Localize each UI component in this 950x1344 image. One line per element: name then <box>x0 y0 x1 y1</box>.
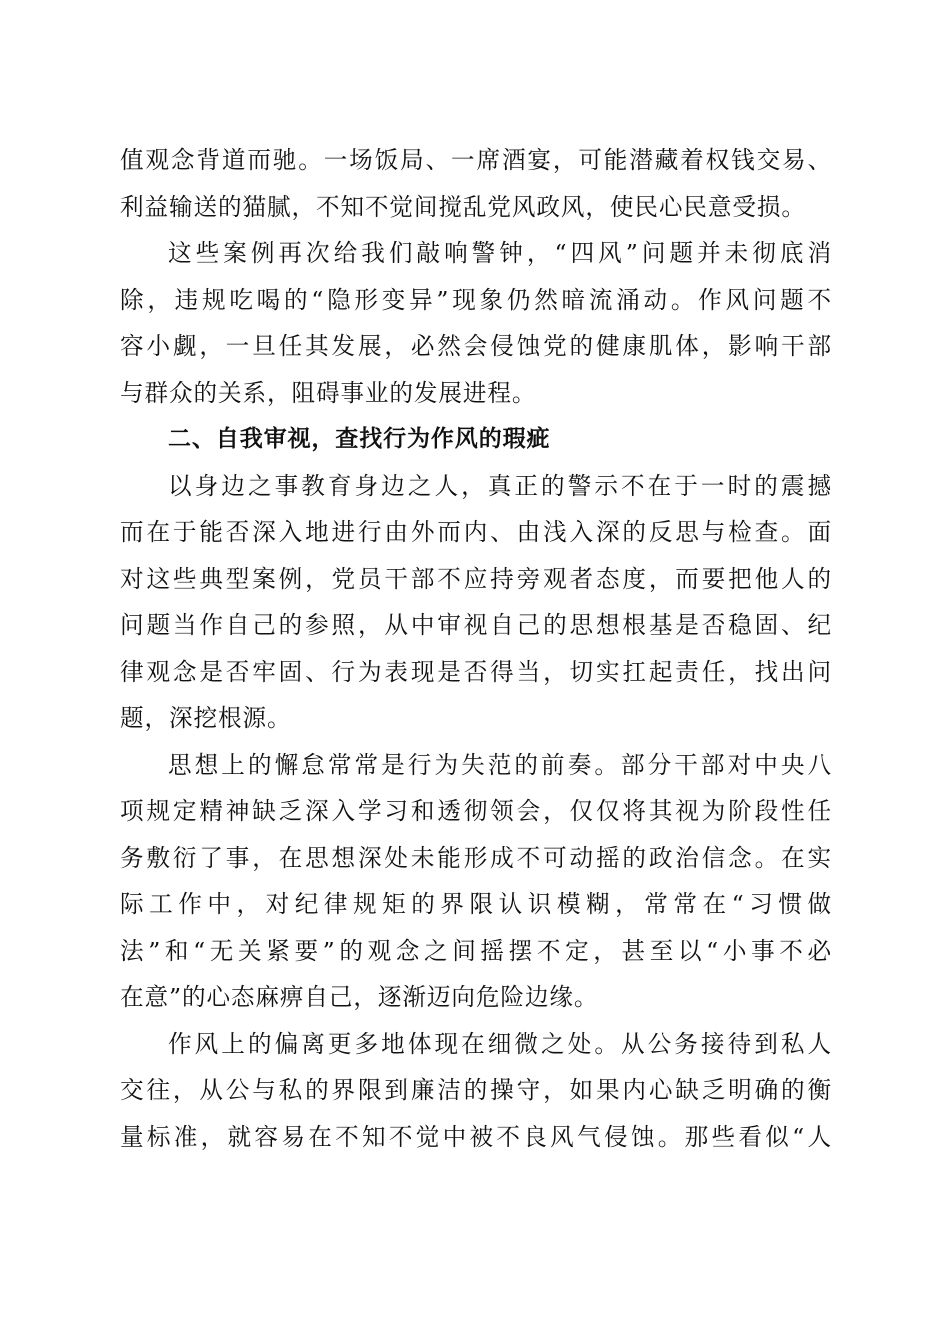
text-line: 法”和“无关紧要”的观念之间摇摆不定，甚至以“小事不必 <box>120 936 832 965</box>
document-page <box>120 137 832 1160</box>
paragraph-first-line: 作风上的偏离更多地体现在细微之处。从公务接待到私人 <box>168 1029 832 1058</box>
text-line: 量标准，就容易在不知不觉中被不良风气侵蚀。那些看似“人 <box>120 1122 832 1151</box>
text-line: 容小觑，一旦任其发展，必然会侵蚀党的健康肌体，影响干部 <box>120 332 832 360</box>
text-line: 除，违规吃喝的“隐形变异”现象仍然暗流涌动。作风问题不 <box>120 285 832 314</box>
text-line: 项规定精神缺乏深入学习和透彻领会，仅仅将其视为阶段性任 <box>120 797 832 825</box>
text-line: 与群众的关系，阻碍事业的发展进程。 <box>120 378 537 407</box>
paragraph-first-line: 思想上的懈怠常常是行为失范的前奏。部分干部对中央八 <box>168 750 832 779</box>
text-line: 交往，从公与私的界限到廉洁的操守，如果内心缺乏明确的衡 <box>120 1076 832 1104</box>
text-line: 对这些典型案例，党员干部不应持旁观者态度，而要把他人的 <box>120 564 832 593</box>
text-line: 利益输送的猫腻，不知不觉间搅乱党风政风，使民心民意受损。 <box>120 192 806 221</box>
text-line: 问题当作自己的参照，从中审视自己的思想根基是否稳固、纪 <box>120 611 832 639</box>
text-line: 律观念是否牢固、行为表现是否得当，切实扛起责任，找出问 <box>120 657 832 686</box>
text-line: 题，深挖根源。 <box>120 704 292 732</box>
text-line: 际工作中，对纪律规矩的界限认识模糊，常常在“习惯做 <box>120 890 832 918</box>
paragraph-first-line: 以身边之事教育身边之人，真正的警示不在于一时的震撼 <box>168 471 832 500</box>
text-line: 值观念背道而驰。一场饭局、一席酒宴，可能潜藏着权钱交易、 <box>120 146 832 174</box>
paragraph-first-line: 这些案例再次给我们敲响警钟，“四风”问题并未彻底消 <box>168 239 832 267</box>
section-heading: 二、自我审视，查找行为作风的瑕疵 <box>168 426 551 452</box>
text-line: 在意”的心态麻痹自己，逐渐迈向危险边缘。 <box>120 983 599 1011</box>
text-line: 务敷衍了事，在思想深处未能形成不可动摇的政治信念。在实 <box>120 843 832 872</box>
text-line: 而在于能否深入地进行由外而内、由浅入深的反思与检查。面 <box>120 518 832 546</box>
